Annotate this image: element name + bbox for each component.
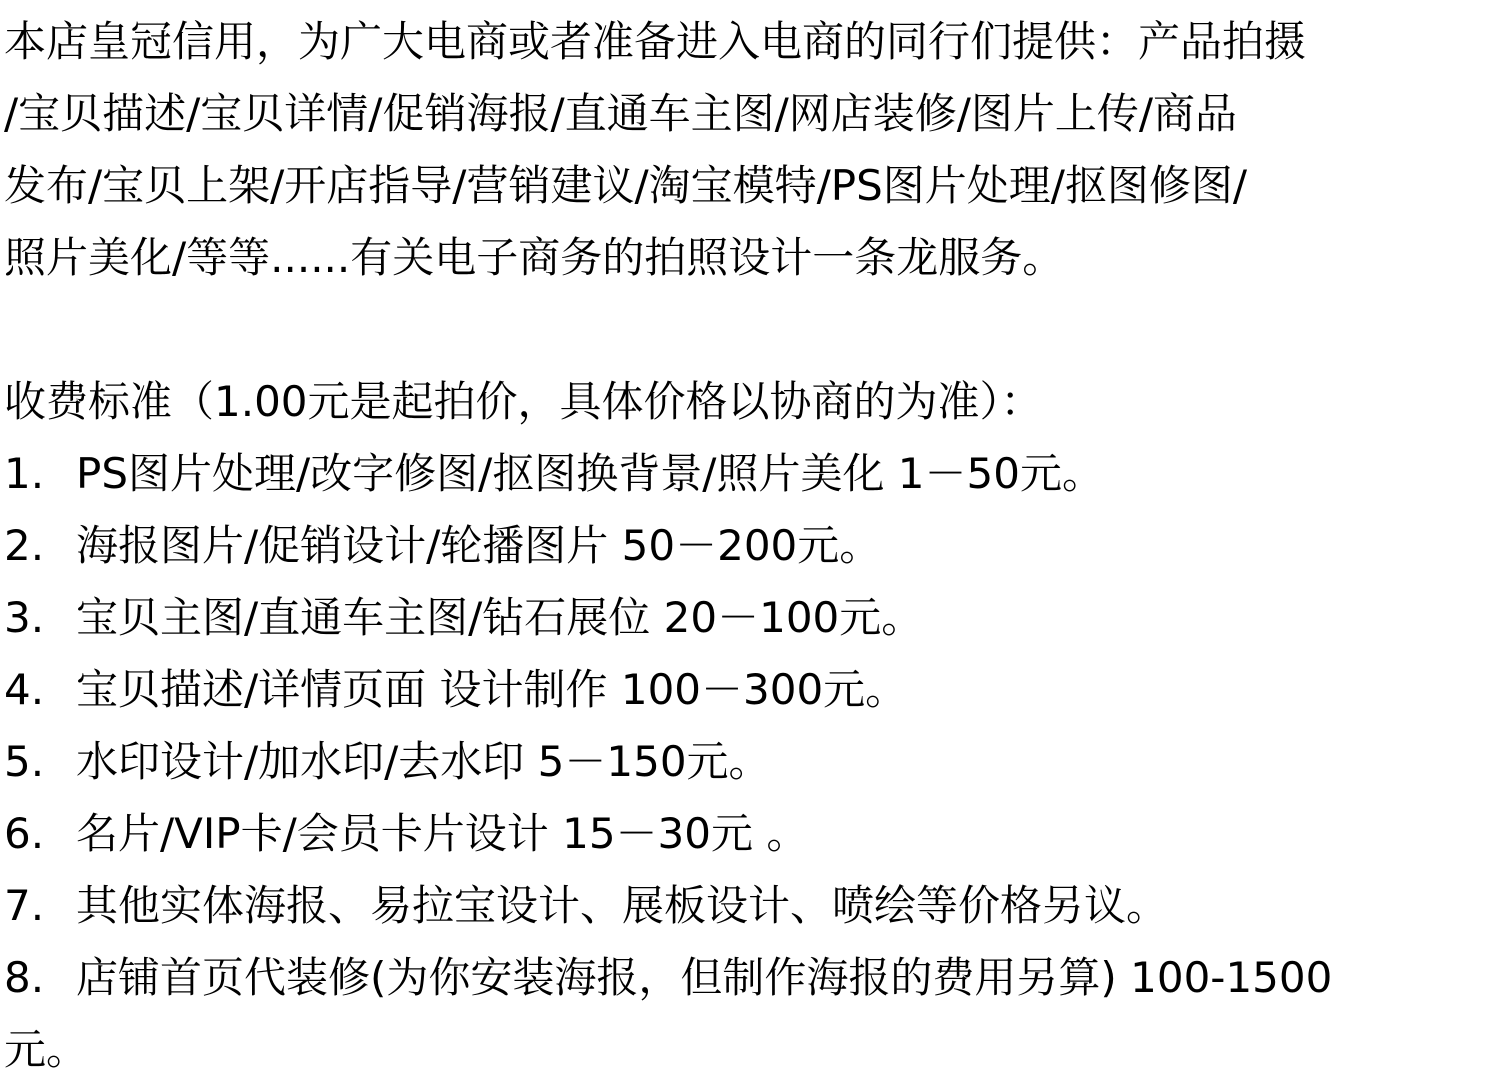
price-item-4: [4, 654, 1498, 726]
intro-line-4: 照片美化/等等......有关电子商务的拍照设计一条龙服务。: [4, 233, 1065, 282]
price-item-6: [4, 798, 1498, 870]
price-item-number: 4.: [4, 665, 45, 714]
price-item-number: 8.: [4, 953, 45, 1002]
price-item-number: 1.: [4, 449, 45, 498]
intro-line-3: 发布/宝贝上架/开店指导/营销建议/淘宝模特/PS图片处理/抠图修图/: [4, 161, 1248, 210]
price-item-text: 水印设计/加水印/去水印 5－150元。: [76, 737, 771, 786]
price-item-text: 其他实体海报、易拉宝设计、展板设计、喷绘等价格另议。: [76, 881, 1169, 930]
price-item-text: 名片/VIP卡/会员卡片设计 15－30元 。: [76, 809, 809, 858]
price-item-number: 7.: [4, 881, 45, 930]
price-item-number: 3.: [4, 593, 45, 642]
price-item-8: [4, 942, 1498, 1014]
price-item-text: 店铺首页代装修(为你安装海报，但制作海报的费用另算) 100-1500: [76, 953, 1333, 1002]
price-item-text: 宝贝主图/直通车主图/钻石展位 20－100元。: [76, 593, 924, 642]
price-item-text: 宝贝描述/详情页面 设计制作 100－300元。: [76, 665, 908, 714]
blank-line: [4, 294, 1498, 366]
price-item-text: 海报图片/促销设计/轮播图片 50－200元。: [76, 521, 882, 570]
pricing-heading: 收费标准（1.00元是起拍价，具体价格以协商的为准）：: [4, 377, 1043, 426]
price-item-number: 2.: [4, 521, 45, 570]
price-item-text: PS图片处理/改字修图/抠图换背景/照片美化 1－50元。: [76, 449, 1104, 498]
price-item-number: 6.: [4, 809, 45, 858]
price-item-5: [4, 726, 1498, 798]
intro-line-2: /宝贝描述/宝贝详情/促销海报/直通车主图/网店装修/图片上传/商品: [4, 89, 1238, 138]
price-item-1: [4, 438, 1498, 510]
price-item-7: [4, 870, 1498, 942]
price-item-3: [4, 582, 1498, 654]
document-body: [4, 6, 1498, 1086]
price-item-2: [4, 510, 1498, 582]
intro-line-1: 本店皇冠信用，为广大电商或者准备进入电商的同行们提供：产品拍摄: [4, 17, 1307, 66]
price-item-8-continuation: 元。: [4, 1025, 89, 1074]
price-item-number: 5.: [4, 737, 45, 786]
